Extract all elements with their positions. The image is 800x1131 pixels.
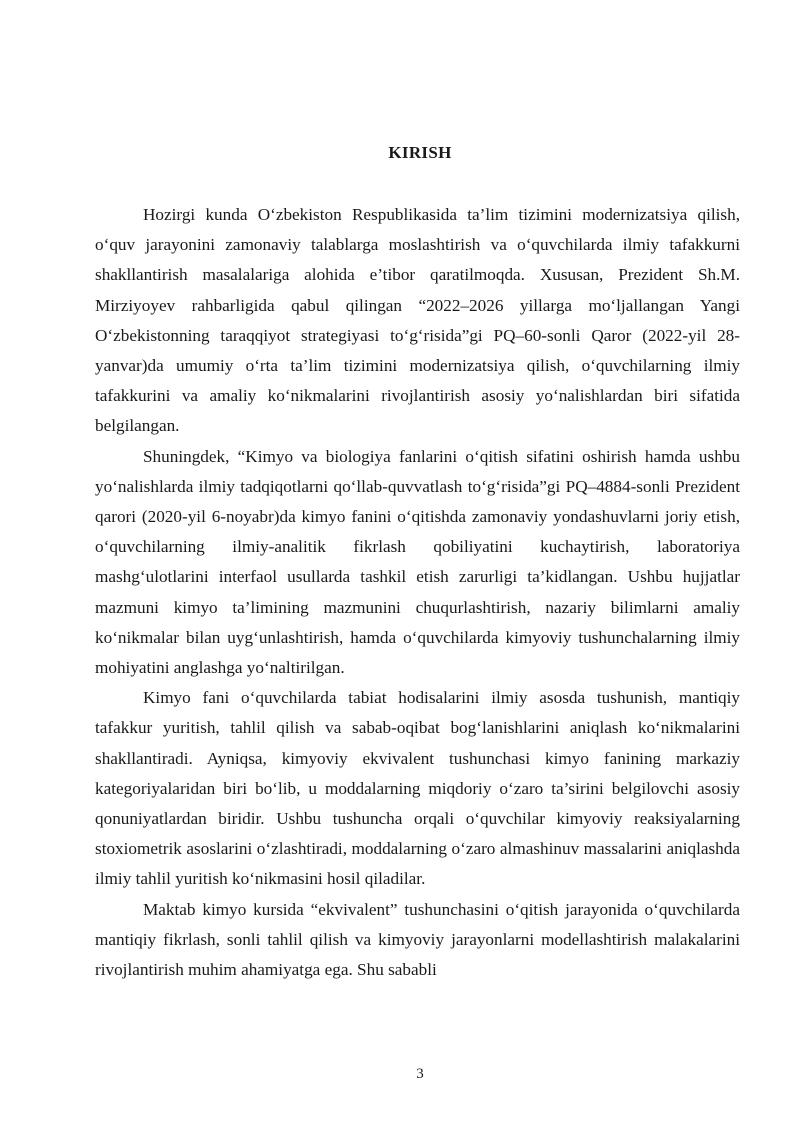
paragraph-4: Maktab kimyo kursida “ekvivalent” tushunchasini o‘qitish jarayonida o‘quvchilarda mantiqiy fikrlash, sonli tahlil qilish va kimyoviy jarayonlarni modellashtirish malakalarini rivojlantirish muhim ahamiyatga ega. Shu sababli <box>95 899 740 980</box>
paragraph-2: Shuningdek, “Kimyo va biologiya fanlarini o‘qitish sifatini oshirish hamda ushbu yo‘nalishlarda ilmiy tadqiqotlarni qo‘llab-quvvatlash to‘g‘risida”gi PQ–4884-sonli Prezident qarori (2020-yil 6-noyabr)da kimyo fanini o‘qitishda zamonaviy yondashuvlarni joriy etish, o‘quvchilarning ilmiy-analitik fikrlash qobiliyatini kuchaytirish, laboratoriya mashg‘ulotlarini interfaol usullarda tashkil etish zarurligi ta’kidlangan. Ushbu hujjatlar mazmuni kimyo ta’limining mazmunini chuqurlashtirish, nazariy bilimlarni amaliy ko‘nikmalar bilan uyg‘unlashtirish, hamda o‘quvchilarda kimyoviy tushunchalarning ilmiy mohiyatini anglashga yo‘naltirilgan. <box>95 446 740 678</box>
paragraph-3: Kimyo fani o‘quvchilarda tabiat hodisalarini ilmiy asosda tushunish, mantiqiy tafakkur yuritish, tahlil qilish va sabab-oqibat bog‘lanishlarini aniqlash ko‘nikmalarini shakllantiradi. Ayniqsa, kimyoviy ekvivalent tushunchasi kimyo fanining markaziy kategoriyalaridan biri bo‘lib, u moddalarning miqdoriy o‘zaro ta’sirini belgilovchi asosiy qonuniyatlardan biridir. Ushbu tushuncha orqali o‘quvchilar kimyoviy reaksiyalarning stoxiometrik asoslarini o‘zlashtiradi, moddalarning o‘zaro almashinuv massalarini aniqlashda ilmiy tahlil yuritish ko‘nikmasini hosil qiladilar. <box>95 688 740 889</box>
paragraph-1: Hozirgi kunda O‘zbekiston Respublikasida ta’lim tizimini modernizatsiya qilish, o‘quv jarayonini zamonaviy talablarga moslashtirish va o‘quvchilarda ilmiy tafakkurni shakllantirish masalalariga alohida e’tibor qaratilmoqda. Xususan, Prezident Sh.M. Mirziyoyev rahbarligida qabul qilingan “2022–2026 yillarga mo‘ljallangan Yangi O‘zbekistonning taraqqiyot strategiyasi to‘g‘risida”gi PQ–60-sonli Qaror (2022-yil 28-yanvar)da umumiy o‘rta ta’lim tizimini modernizatsiya qilish, o‘quvchilarning ilmiy tafakkurini va amaliy ko‘nikmalarini rivojlantirish asosiy yo‘nalishlardan biri sifatida belgilangan. <box>95 205 740 436</box>
body-text <box>95 200 740 985</box>
section-title: KIRISH <box>388 143 452 162</box>
page-number: 3 <box>416 1066 424 1082</box>
